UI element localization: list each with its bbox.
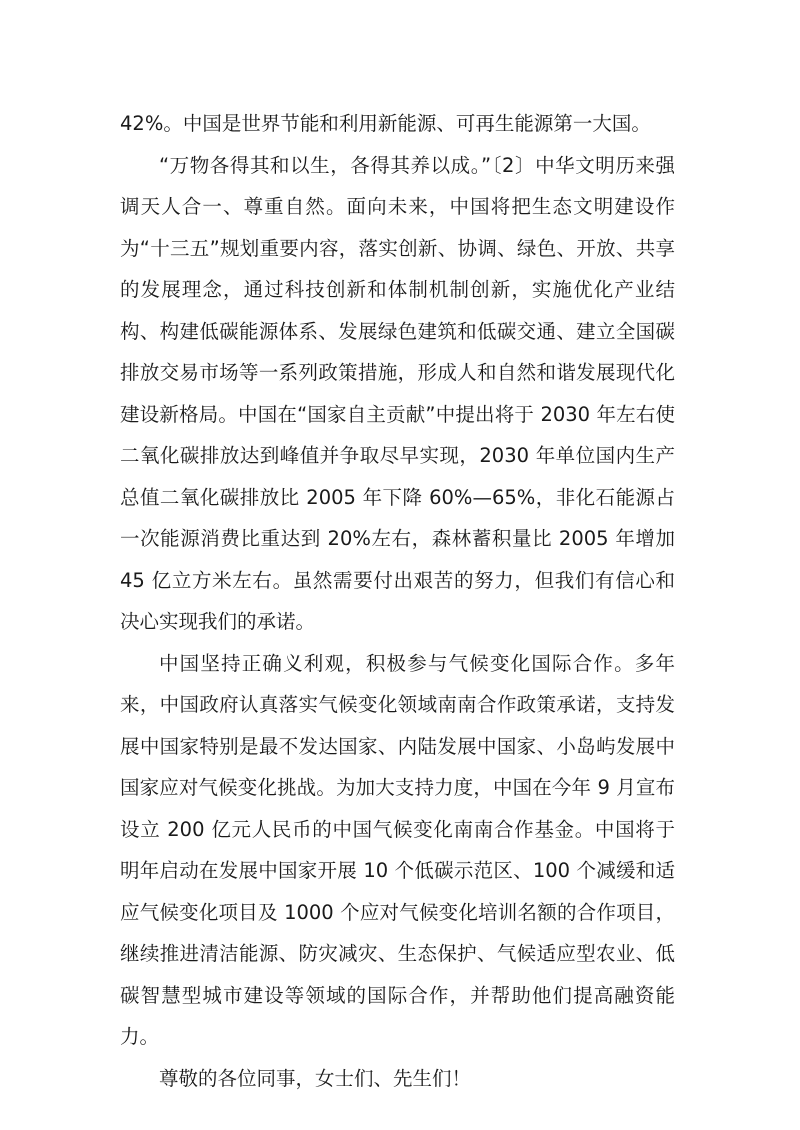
paragraph-salutation: 尊敬的各位同事，女士们、先生们！ — [159, 1066, 472, 1090]
paragraph-continuation: 42%。中国是世界节能和利用新能源、可再生能源第一大国。 — [120, 112, 651, 135]
paragraph-ecological-civilization: “万物各得其和以生，各得其养以成。”〔2〕中华文明历来强调天人合一、尊重自然。面向未来，中国将把生态文明建设作为“十三五”规划重要内容，落实创新、协调、绿色、开放、共享的发展理念，通过科技创新和体制机制创新，实施优化产业结构、构建低碳能源体系、发展绿色建筑和低碳交通、建立全国碳排放交易市场等一系列政策措施，形成人和自然和谐发展现代化建设新格局。中国在“国家自主贡献”中提出将于 2030 年左右使二氧化碳排放达到峰值并争取尽早实现，2030 年单位国内生产总值二氧化碳排放比 2005 年下降 60%—65%，非化石能源占一次能源消费比重达到 20%左右，森林蓄积量比 2005 年增加 45 亿立方米左右。虽然需要付出艰苦的努力，但我们有信心和决心实现我们的承诺。 — [120, 153, 675, 633]
paragraph-international-cooperation: 中国坚持正确义利观，积极参与气候变化国际合作。多年来，中国政府认真落实气候变化领域南南合作政策承诺，支持发展中国家特别是最不发达国家、内陆发展中国家、小岛屿发展中国家应对气候变化挑战。为加大支持力度，中国在今年 9 月宣布设立 200 亿元人民币的中国气候变化南南合作基金。中国将于明年启动在发展中国家开展 10 个低碳示范区、100 个减缓和适应气候变化项目及 1000 个应对气候变化培训名额的合作项目，继续推进清洁能源、防灾减灾、生态保护、气候适应型农业、低碳智慧型城市建设等领域的国际合作，并帮助他们提高融资能力。 — [120, 651, 675, 1048]
body-text — [120, 103, 675, 1099]
